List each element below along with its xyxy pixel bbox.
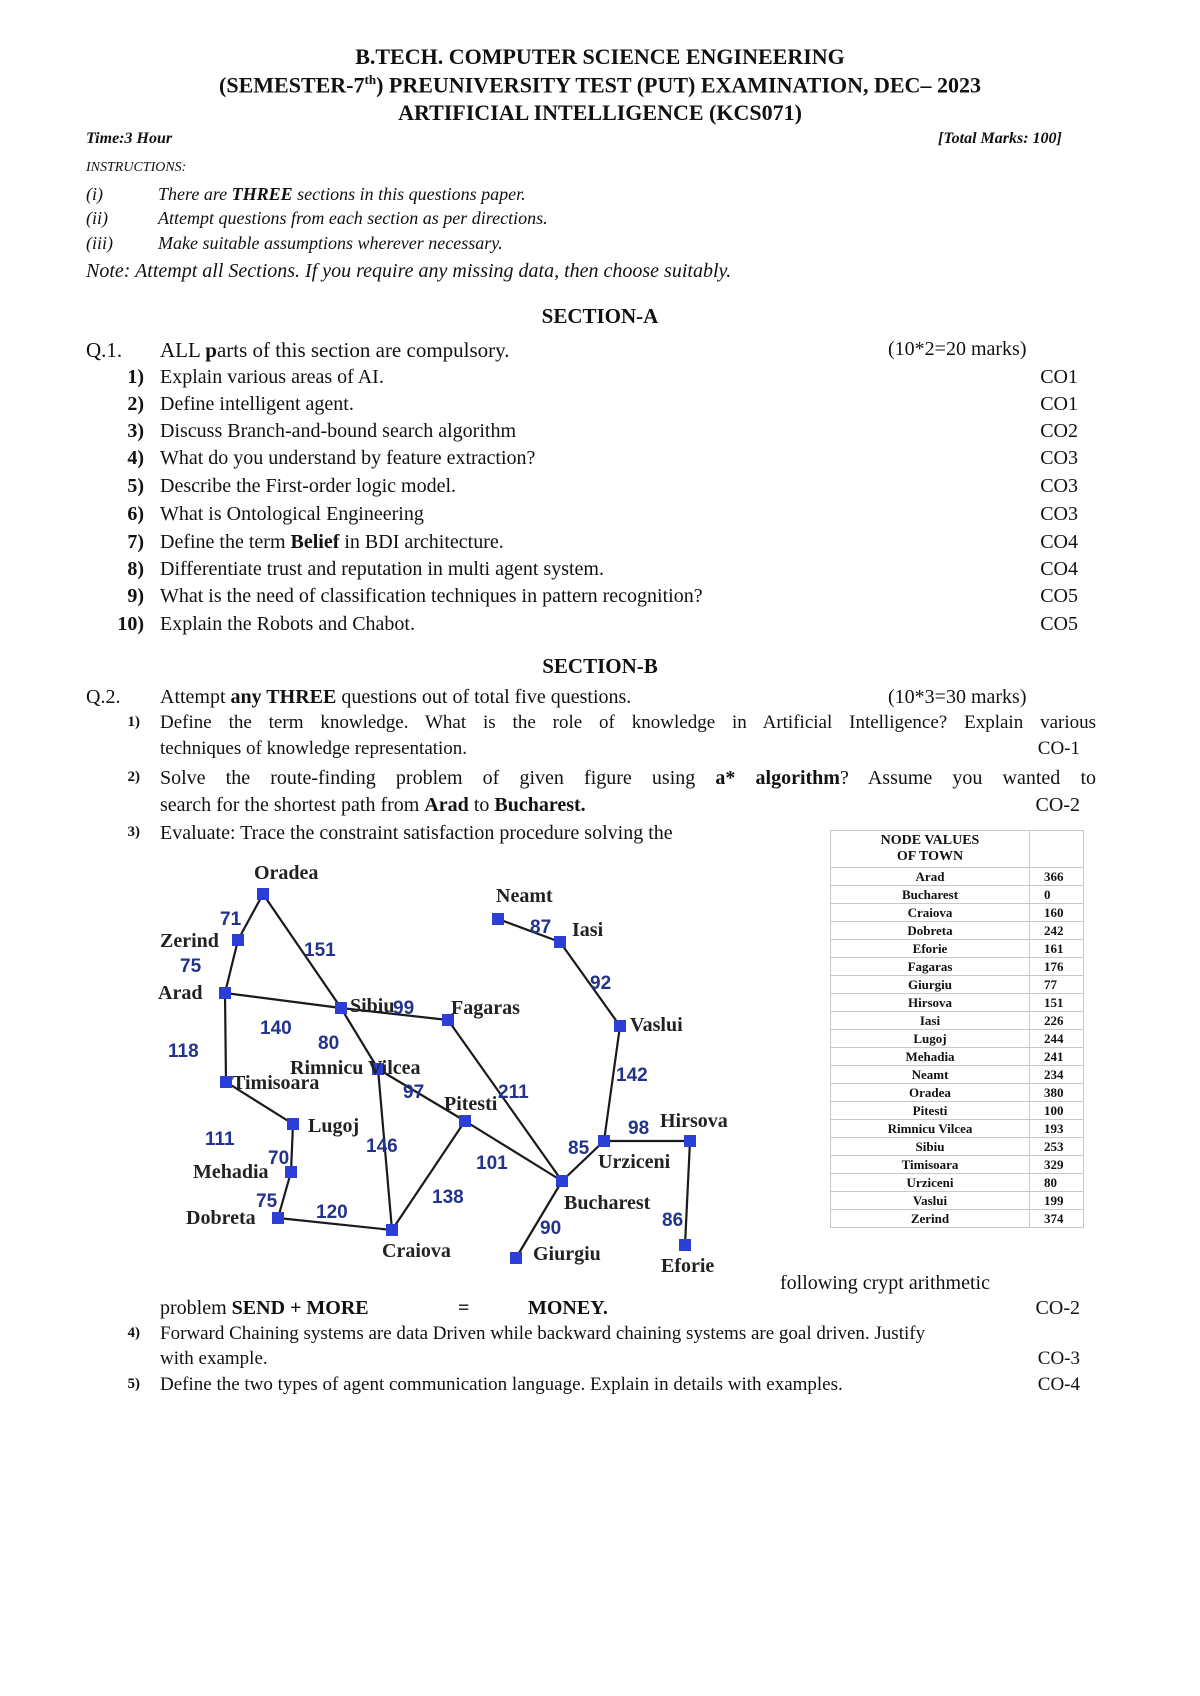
q2-marks: (10*3=30 marks) bbox=[888, 686, 1027, 708]
city-label-craiova: Craiova bbox=[382, 1240, 451, 1262]
item-number: 9) bbox=[127, 585, 144, 607]
instruction-text-post: sections in this questions paper. bbox=[292, 184, 526, 204]
city-label-vaslui: Vaslui bbox=[630, 1014, 683, 1036]
item-co: CO1 bbox=[1040, 366, 1078, 388]
header-program: B.TECH. COMPUTER SCIENCE ENGINEERING bbox=[355, 44, 845, 69]
header-subject: ARTIFICIAL INTELLIGENCE (KCS071) bbox=[398, 100, 802, 125]
table-cell-value: 160 bbox=[1030, 904, 1084, 922]
table-cell-value: 253 bbox=[1030, 1138, 1084, 1156]
city-label-rimnicu: Rimnicu Vilcea bbox=[290, 1057, 421, 1079]
city-label-sibiu: Sibiu bbox=[350, 995, 395, 1017]
item-text: Evaluate: Trace the constraint satisfaction procedure solving the bbox=[160, 822, 673, 844]
item-number: 5) bbox=[127, 475, 144, 497]
q2-post: questions out of total five questions. bbox=[336, 686, 632, 708]
table-row bbox=[831, 1192, 1084, 1210]
item-text: Describe the First-order logic model. bbox=[160, 475, 457, 497]
q3-co: CO-2 bbox=[1035, 1297, 1080, 1319]
table-cell-town: Zerind bbox=[831, 1210, 1030, 1228]
item-text: Define the term knowledge. What is the role of knowledge in Artificial Intelligence? Explain various bbox=[160, 712, 1096, 733]
item-number: 8) bbox=[127, 558, 144, 580]
distance-label: 98 bbox=[628, 1118, 650, 1139]
table-cell-town: Iasi bbox=[831, 1012, 1030, 1030]
item-text-c: ? Assume you wanted to bbox=[839, 767, 1096, 789]
instruction-bold: THREE bbox=[231, 184, 293, 204]
distance-label: 87 bbox=[530, 917, 552, 938]
item-text-pre: Define the term bbox=[160, 531, 291, 553]
distance-label: 140 bbox=[260, 1018, 292, 1039]
section-a-title: SECTION-A bbox=[541, 304, 659, 328]
item-text: What do you understand by feature extraction? bbox=[160, 447, 536, 469]
node-values-table bbox=[830, 830, 1084, 1228]
item-text: with example. bbox=[160, 1348, 268, 1369]
q1-post: arts of this section are compulsory. bbox=[216, 338, 510, 362]
table-row bbox=[831, 940, 1084, 958]
node-giurgiu bbox=[510, 1252, 522, 1264]
item-co: CO-4 bbox=[1037, 1374, 1080, 1395]
node-craiova bbox=[386, 1224, 398, 1236]
table-cell-town: Oradea bbox=[831, 1084, 1030, 1102]
city-label-urziceni: Urziceni bbox=[598, 1151, 671, 1173]
road-oradea-zerind bbox=[238, 894, 263, 940]
distance-label: 97 bbox=[403, 1082, 425, 1103]
q2-number: Q.2. bbox=[86, 686, 121, 708]
total-marks-label: [Total Marks: 100] bbox=[938, 130, 1062, 147]
item-text: What is the need of classification techniques in pattern recognition? bbox=[160, 585, 703, 607]
table-row bbox=[831, 1138, 1084, 1156]
q2-bold: any THREE bbox=[230, 686, 337, 708]
distance-label: 101 bbox=[476, 1153, 508, 1174]
table-header-row bbox=[831, 831, 1084, 868]
distance-label: 71 bbox=[220, 909, 242, 930]
distance-label: 211 bbox=[498, 1082, 529, 1103]
item-co: CO-2 bbox=[1035, 794, 1080, 816]
item-text bbox=[160, 794, 1096, 817]
city-label-lugoj: Lugoj bbox=[308, 1115, 360, 1137]
road-arad-sibiu bbox=[225, 993, 341, 1008]
table-cell-value: 234 bbox=[1030, 1066, 1084, 1084]
item-text-post: in BDI architecture. bbox=[339, 531, 504, 553]
table-row bbox=[831, 1102, 1084, 1120]
table-cell-value: 329 bbox=[1030, 1156, 1084, 1174]
table-cell-town: Timisoara bbox=[831, 1156, 1030, 1174]
instructions-title: INSTRUCTIONS: bbox=[86, 160, 187, 175]
table-cell-town: Eforie bbox=[831, 940, 1030, 958]
item-number: 6) bbox=[127, 503, 144, 525]
city-label-hirsova: Hirsova bbox=[660, 1110, 728, 1132]
city-label-timisoara: Timisoara bbox=[232, 1072, 320, 1094]
item-text bbox=[160, 767, 1096, 790]
table-title bbox=[831, 831, 1030, 868]
q2-heading bbox=[86, 686, 631, 709]
item-co: CO5 bbox=[1040, 613, 1078, 635]
distance-label: 120 bbox=[316, 1202, 348, 1223]
node-neamt bbox=[492, 913, 504, 925]
distance-label: 92 bbox=[590, 973, 612, 994]
item-co: CO-1 bbox=[1037, 738, 1080, 759]
header-exam-sup: th bbox=[364, 72, 377, 87]
table-cell-town: Vaslui bbox=[831, 1192, 1030, 1210]
distance-label: 70 bbox=[268, 1148, 290, 1169]
node-lugoj bbox=[287, 1118, 299, 1130]
table-cell-town: Fagaras bbox=[831, 958, 1030, 976]
item-text: Discuss Branch-and-bound search algorithm bbox=[160, 420, 517, 442]
node-hirsova bbox=[684, 1135, 696, 1147]
distance-label: 146 bbox=[366, 1136, 398, 1157]
header-exam bbox=[0, 72, 1200, 98]
q3-money: MONEY. bbox=[528, 1297, 608, 1319]
node-oradea bbox=[257, 888, 269, 900]
item-text: Explain the Robots and Chabot. bbox=[160, 613, 415, 635]
table-row bbox=[831, 994, 1084, 1012]
city-label-iasi: Iasi bbox=[572, 919, 604, 941]
table-cell-town: Hirsova bbox=[831, 994, 1030, 1012]
item-number: 5) bbox=[127, 1376, 140, 1392]
distance-label: 99 bbox=[393, 998, 415, 1019]
table-cell-town: Giurgiu bbox=[831, 976, 1030, 994]
item-co: CO4 bbox=[1040, 531, 1078, 553]
item-text: Explain various areas of AI. bbox=[160, 366, 384, 388]
table-cell-town: Rimnicu Vilcea bbox=[831, 1120, 1030, 1138]
city-label-neamt: Neamt bbox=[496, 885, 553, 907]
q2-pre: Attempt bbox=[160, 686, 231, 708]
distance-label: 142 bbox=[616, 1065, 648, 1086]
note: Note: Attempt all Sections. If you require any missing data, then choose suitably. bbox=[86, 260, 732, 282]
q1-heading bbox=[86, 338, 510, 363]
item-number: 10) bbox=[117, 613, 144, 635]
node-dobreta bbox=[272, 1212, 284, 1224]
table-row bbox=[831, 1120, 1084, 1138]
table-title-line1: NODE VALUES bbox=[880, 833, 980, 848]
item-number: 3) bbox=[127, 420, 144, 442]
item-text-arad: Arad bbox=[424, 794, 469, 816]
item-text-bold: Belief bbox=[290, 531, 340, 553]
node-urziceni bbox=[598, 1135, 610, 1147]
item-number: 2) bbox=[127, 769, 140, 785]
instruction-item bbox=[86, 233, 503, 254]
instruction-num: (i) bbox=[86, 184, 103, 204]
city-label-pitesti: Pitesti bbox=[444, 1093, 498, 1115]
table-cell-value: 161 bbox=[1030, 940, 1084, 958]
table-cell-town: Neamt bbox=[831, 1066, 1030, 1084]
node-vaslui bbox=[614, 1020, 626, 1032]
item-text-f: to bbox=[468, 794, 495, 816]
table-cell-value: 176 bbox=[1030, 958, 1084, 976]
item-text: techniques of knowledge representation. bbox=[160, 738, 468, 759]
table-row bbox=[831, 1174, 1084, 1192]
q3-send-more: SEND + MORE bbox=[231, 1297, 369, 1319]
road-pitesti-craiova bbox=[392, 1121, 465, 1230]
item-co: CO3 bbox=[1040, 475, 1078, 497]
table-row bbox=[831, 1066, 1084, 1084]
distance-label: 138 bbox=[432, 1187, 464, 1208]
table-cell-value: 380 bbox=[1030, 1084, 1084, 1102]
distance-label: 80 bbox=[318, 1033, 340, 1054]
city-label-oradea: Oradea bbox=[254, 862, 319, 884]
table-cell-value: 226 bbox=[1030, 1012, 1084, 1030]
item-co: CO5 bbox=[1040, 585, 1078, 607]
item-text-bucharest: Bucharest. bbox=[494, 794, 586, 816]
road-zerind-arad bbox=[225, 940, 238, 993]
node-zerind bbox=[232, 934, 244, 946]
q3-problem-pre: problem bbox=[160, 1297, 232, 1319]
item-number: 7) bbox=[127, 531, 144, 553]
distance-label: 86 bbox=[662, 1210, 684, 1231]
instruction-item bbox=[86, 184, 526, 205]
item-text: Define the two types of agent communication language. Explain in details with examples. bbox=[160, 1374, 843, 1395]
table-row bbox=[831, 886, 1084, 904]
table-cell-value: 241 bbox=[1030, 1048, 1084, 1066]
table-cell-value: 374 bbox=[1030, 1210, 1084, 1228]
table-row bbox=[831, 958, 1084, 976]
distance-label: 111 bbox=[205, 1129, 235, 1150]
table-cell-value: 366 bbox=[1030, 868, 1084, 886]
table-cell-town: Arad bbox=[831, 868, 1030, 886]
city-label-zerind: Zerind bbox=[160, 930, 219, 952]
distance-label: 75 bbox=[180, 956, 202, 977]
table-cell-town: Urziceni bbox=[831, 1174, 1030, 1192]
road-arad-timisoara bbox=[225, 993, 226, 1082]
road-mehadia-dobreta bbox=[278, 1172, 291, 1218]
q3-continuation: following crypt arithmetic bbox=[780, 1272, 990, 1294]
table-row bbox=[831, 1084, 1084, 1102]
instruction-num: (iii) bbox=[86, 233, 113, 253]
table-row bbox=[831, 868, 1084, 886]
instruction-text: There are bbox=[158, 184, 232, 204]
table-cell-value: 100 bbox=[1030, 1102, 1084, 1120]
table-row bbox=[831, 1156, 1084, 1174]
table-row bbox=[831, 922, 1084, 940]
item-co: CO1 bbox=[1040, 393, 1078, 415]
table-cell-town: Dobreta bbox=[831, 922, 1030, 940]
table-cell-town: Craiova bbox=[831, 904, 1030, 922]
romania-map-diagram bbox=[150, 838, 770, 1278]
table-cell-town: Lugoj bbox=[831, 1030, 1030, 1048]
item-text: Forward Chaining systems are data Driven while backward chaining systems are goal driven. Justify bbox=[160, 1323, 926, 1344]
table-cell-value: 244 bbox=[1030, 1030, 1084, 1048]
item-text-d: search for the shortest path from bbox=[160, 794, 425, 816]
table-cell-value: 80 bbox=[1030, 1174, 1084, 1192]
road-hirsova-eforie bbox=[685, 1141, 690, 1245]
table-cell-value: 0 bbox=[1030, 886, 1084, 904]
table-cell-town: Sibiu bbox=[831, 1138, 1030, 1156]
table-cell-town: Mehadia bbox=[831, 1048, 1030, 1066]
table-row bbox=[831, 1210, 1084, 1228]
city-label-eforie: Eforie bbox=[661, 1255, 715, 1277]
table-cell-value: 199 bbox=[1030, 1192, 1084, 1210]
city-label-dobreta: Dobreta bbox=[186, 1207, 256, 1229]
node-sibiu bbox=[335, 1002, 347, 1014]
item-co: CO3 bbox=[1040, 503, 1078, 525]
table-cell-town: Pitesti bbox=[831, 1102, 1030, 1120]
item-co: CO2 bbox=[1040, 420, 1078, 442]
item-text: Define intelligent agent. bbox=[160, 393, 354, 415]
item-number: 4) bbox=[127, 1325, 140, 1341]
item-text bbox=[160, 531, 504, 554]
road-lugoj-mehadia bbox=[291, 1124, 293, 1172]
table-cell-value: 193 bbox=[1030, 1120, 1084, 1138]
instruction-num: (ii) bbox=[86, 208, 108, 228]
instruction-text: Make suitable assumptions wherever necessary. bbox=[158, 233, 503, 253]
q1-marks: (10*2=20 marks) bbox=[888, 338, 1027, 360]
item-text: What is Ontological Engineering bbox=[160, 503, 424, 525]
q3-problem-line bbox=[160, 1297, 1080, 1320]
node-iasi bbox=[554, 936, 566, 948]
distance-label: 118 bbox=[168, 1041, 199, 1062]
distance-label: 75 bbox=[256, 1191, 278, 1212]
instruction-item bbox=[86, 208, 548, 229]
node-timisoara bbox=[220, 1076, 232, 1088]
item-text-bold: a* algorithm bbox=[715, 767, 840, 789]
table-row bbox=[831, 1048, 1084, 1066]
item-number: 1) bbox=[127, 366, 144, 388]
table-row bbox=[831, 1030, 1084, 1048]
header-exam-pre: (SEMESTER-7 bbox=[219, 72, 365, 98]
table-row bbox=[831, 976, 1084, 994]
node-arad bbox=[219, 987, 231, 999]
node-eforie bbox=[679, 1239, 691, 1251]
section-b-title: SECTION-B bbox=[542, 654, 658, 678]
table-cell-value: 77 bbox=[1030, 976, 1084, 994]
item-number: 2) bbox=[127, 393, 144, 415]
instruction-text: Attempt questions from each section as per directions. bbox=[158, 208, 548, 228]
table-title-line2: OF TOWN bbox=[896, 849, 964, 864]
table-header-blank bbox=[1030, 831, 1084, 868]
table-cell-value: 151 bbox=[1030, 994, 1084, 1012]
city-label-giurgiu: Giurgiu bbox=[533, 1243, 601, 1265]
time-label: Time:3 Hour bbox=[86, 130, 173, 147]
q1-number: Q.1. bbox=[86, 338, 123, 362]
q1-bold: p bbox=[205, 338, 217, 362]
table-row bbox=[831, 904, 1084, 922]
city-label-bucharest: Bucharest bbox=[564, 1192, 651, 1214]
q3-equals: = bbox=[458, 1297, 470, 1319]
node-bucharest bbox=[556, 1175, 568, 1187]
item-text-a: Solve the route-finding problem of given figure using bbox=[160, 767, 716, 789]
item-number: 3) bbox=[127, 824, 140, 840]
distance-label: 151 bbox=[304, 940, 336, 961]
item-co: CO4 bbox=[1040, 558, 1078, 580]
table-cell-value: 242 bbox=[1030, 922, 1084, 940]
city-label-fagaras: Fagaras bbox=[451, 997, 520, 1019]
item-text: Differentiate trust and reputation in multi agent system. bbox=[160, 558, 604, 580]
item-co: CO3 bbox=[1040, 447, 1078, 469]
city-label-mehadia: Mehadia bbox=[193, 1161, 269, 1183]
table-cell-town: Bucharest bbox=[831, 886, 1030, 904]
node-pitesti bbox=[459, 1115, 471, 1127]
q1-pre: ALL bbox=[160, 338, 206, 362]
header-exam-post: ) PREUNIVERSITY TEST (PUT) EXAMINATION, DEC– 2023 bbox=[376, 72, 981, 98]
distance-label: 85 bbox=[568, 1138, 590, 1159]
city-label-arad: Arad bbox=[158, 982, 203, 1004]
item-number: 1) bbox=[127, 714, 140, 730]
item-number: 4) bbox=[127, 447, 144, 469]
item-co: CO-3 bbox=[1037, 1348, 1080, 1369]
table-row bbox=[831, 1012, 1084, 1030]
distance-label: 90 bbox=[540, 1218, 562, 1239]
